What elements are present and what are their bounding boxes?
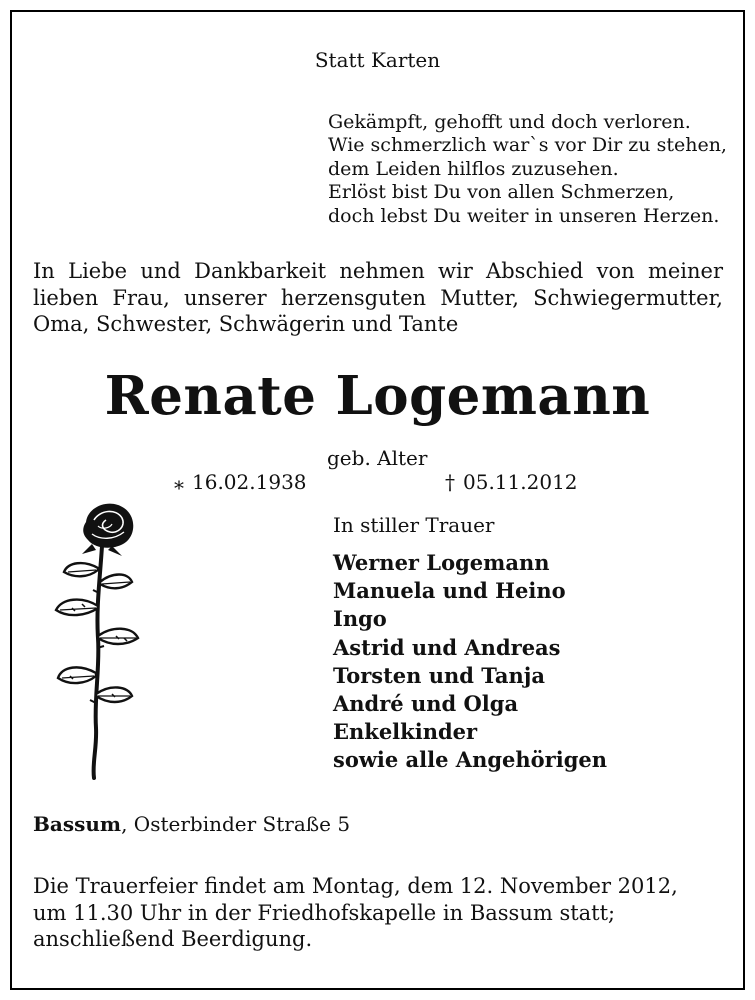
address-city: Bassum xyxy=(33,812,122,836)
poem-line: dem Leiden hilflos zuzusehen. xyxy=(328,157,619,180)
mourners-list xyxy=(333,549,607,775)
service-paragraph xyxy=(33,873,723,953)
death-date: 05.11.2012 xyxy=(463,470,578,494)
birth-star-icon: ⁎ xyxy=(174,470,184,494)
mourner-name: Werner Logemann xyxy=(333,550,550,575)
notice-header: Statt Karten xyxy=(314,48,441,72)
birth-date-line xyxy=(174,470,307,494)
poem xyxy=(328,111,727,228)
mourner-name: Torsten und Tanja xyxy=(333,662,545,688)
death-cross-icon: † xyxy=(445,470,455,494)
maiden-name: geb. Alter xyxy=(327,446,428,470)
address-street: , Osterbinder Straße 5 xyxy=(121,812,351,836)
service-line: um 11.30 Uhr in der Friedhofskapelle in Bassum statt; xyxy=(33,900,616,925)
mourning-phrase: In stiller Trauer xyxy=(333,513,495,537)
intro-line: Oma, Schwester, Schwägerin und Tante xyxy=(33,312,459,336)
mourner-name: Ingo xyxy=(333,606,387,632)
deceased-name: Renate Logemann xyxy=(104,365,651,427)
death-date-line xyxy=(445,470,578,494)
intro-line: lieben Frau, unserer herzensguten Mutter, Schwiegermutter, xyxy=(33,285,723,310)
mourner-name: André und Olga xyxy=(333,691,519,717)
intro-line: In Liebe und Dankbarkeit nehmen wir Abschied von meiner xyxy=(33,259,723,283)
poem-line: Wie schmerzlich war`s vor Dir zu stehen, xyxy=(328,134,727,157)
intro-paragraph xyxy=(33,258,723,338)
service-line: anschließend Beerdigung. xyxy=(33,927,313,951)
mourner-name: Astrid und Andreas xyxy=(333,634,561,660)
mourner-name: Enkelkinder xyxy=(333,719,478,745)
poem-line: doch lebst Du weiter in unseren Herzen. xyxy=(328,204,720,227)
service-line: Die Trauerfeier findet am Montag, dem 12. November 2012, xyxy=(33,874,678,898)
birth-date: 16.02.1938 xyxy=(192,470,307,494)
address xyxy=(33,812,350,836)
poem-line: Erlöst bist Du von allen Schmerzen, xyxy=(328,181,675,204)
poem-line: Gekämpft, gehofft und doch verloren. xyxy=(328,111,691,133)
mourner-name: sowie alle Angehörigen xyxy=(333,747,608,773)
mourner-name: Manuela und Heino xyxy=(333,578,566,604)
rose-icon xyxy=(52,498,144,783)
